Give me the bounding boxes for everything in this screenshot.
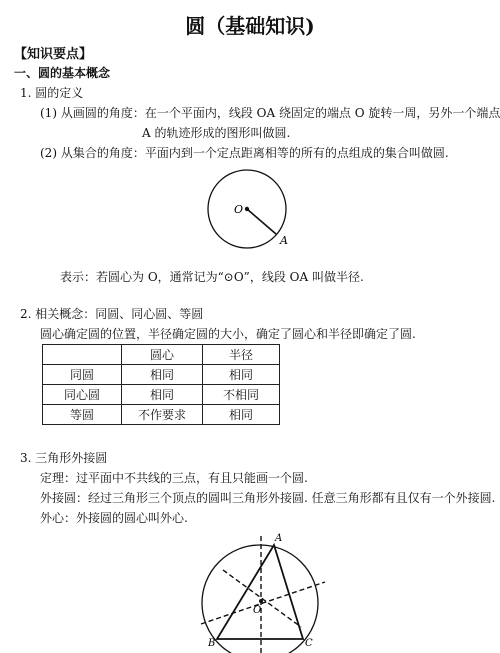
comparison-table bbox=[42, 344, 280, 425]
notation-text: 表示：若圆心为 O，通常记为“⊙O”，线段 OA 叫做半径. bbox=[60, 270, 364, 284]
table-cell: 相同 bbox=[203, 365, 280, 385]
table-cell: 同圆 bbox=[43, 365, 122, 385]
circumcircle-outline bbox=[202, 545, 318, 653]
table-cell: 同心圆 bbox=[43, 385, 122, 405]
point-a-label: A bbox=[280, 234, 288, 247]
table-header-cell: 半径 bbox=[203, 345, 280, 365]
triangle-abc bbox=[217, 545, 303, 639]
center-point bbox=[245, 207, 249, 211]
definition-1-line-1: (1) 从画圆的角度：在一个平面内，线段 OA 绕固定的端点 O 旋转一周，另外一个端点 bbox=[40, 106, 500, 120]
definition-1-line-2: A 的轨迹形成的图形叫做圆. bbox=[142, 126, 291, 140]
circumcenter-point bbox=[259, 599, 263, 603]
table-header-row bbox=[43, 345, 280, 365]
table-row bbox=[43, 405, 280, 425]
table-cell: 相同 bbox=[122, 385, 203, 405]
center-label: O bbox=[234, 203, 244, 216]
item-2-heading: 2. 相关概念：同圆、同心圆、等圆 bbox=[20, 307, 204, 321]
item-3-heading: 3. 三角形外接圆 bbox=[20, 451, 108, 465]
table-cell: 不作要求 bbox=[122, 405, 203, 425]
item-2-description: 圆心确定圆的位置，半径确定圆的大小，确定了圆心和半径即确定了圆. bbox=[40, 327, 416, 341]
table-cell: 等圆 bbox=[43, 405, 122, 425]
vertex-a-label: A bbox=[275, 533, 283, 544]
page-title: 圆（基础知识) bbox=[185, 14, 315, 38]
table-header-cell bbox=[43, 345, 122, 365]
table-row bbox=[43, 365, 280, 385]
table-cell: 不相同 bbox=[203, 385, 280, 405]
circumcenter-label: O bbox=[253, 605, 262, 616]
table-cell: 相同 bbox=[203, 405, 280, 425]
item-1-heading: 1. 圆的定义 bbox=[20, 86, 84, 100]
theorem-text: 定理：过平面中不共线的三点，有且只能画一个圆. bbox=[40, 471, 308, 485]
section-header: 【知识要点】 bbox=[14, 47, 93, 62]
circumcircle-figure bbox=[195, 528, 330, 653]
vertex-c-label: C bbox=[305, 638, 313, 649]
definition-2: (2) 从集合的角度：平面内到一个定点距离相等的所有的点组成的集合叫做圆. bbox=[40, 146, 449, 160]
vertex-b-label: B bbox=[208, 638, 216, 649]
section-1-title: 一、圆的基本概念 bbox=[14, 66, 111, 80]
circumcircle-definition: 外接圆：经过三角形三个顶点的圆叫三角形外接圆. 任意三角形都有且仅有一个外接圆. bbox=[40, 491, 496, 505]
circle-figure bbox=[200, 168, 310, 263]
table-cell: 相同 bbox=[122, 365, 203, 385]
table-row bbox=[43, 385, 280, 405]
table-header-cell: 圆心 bbox=[122, 345, 203, 365]
radius-segment bbox=[247, 209, 276, 234]
circumcenter-definition: 外心：外接圆的圆心叫外心. bbox=[40, 511, 188, 525]
